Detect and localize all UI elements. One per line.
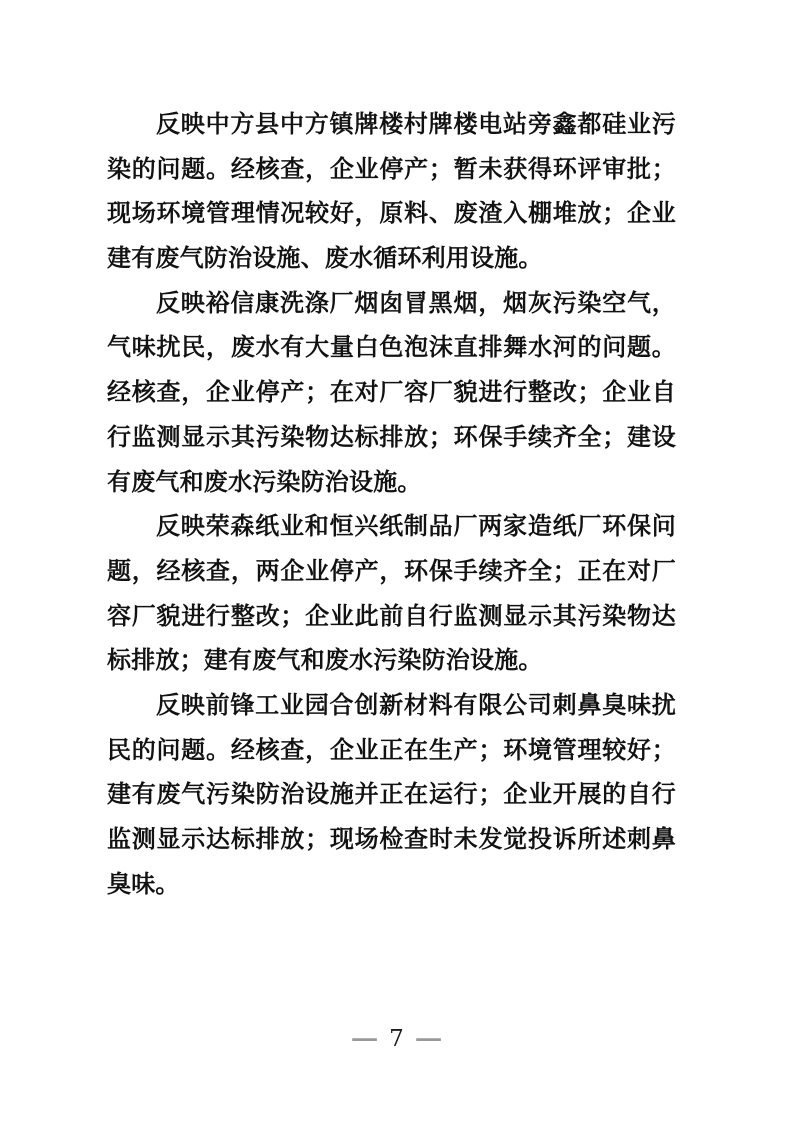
page-number: 7 xyxy=(389,1026,404,1052)
text-line: 现场环境管理情况较好，原料、废渣入棚堆放；企业 xyxy=(107,198,676,228)
text-line: 气味扰民，废水有大量白色泡沫直排舞水河的问题。 xyxy=(107,332,676,362)
text-line: 题，经核查，两企业停产，环保手续齐全；正在对厂 xyxy=(107,555,676,585)
text-line: 行监测显示其污染物达标排放；环保手续齐全；建设 xyxy=(107,421,676,451)
text-line: 反映前锋工业园合创新材料有限公司刺鼻臭味扰 xyxy=(156,689,676,719)
text-line: 反映中方县中方镇牌楼村牌楼电站旁鑫都硅业污 xyxy=(156,109,676,138)
text-line: 容厂貌进行整改；企业此前自行监测显示其污染物达 xyxy=(107,600,676,630)
text-line: 经核查，企业停产；在对厂容厂貌进行整改；企业自 xyxy=(107,377,676,407)
text-line: 民的问题。经核查，企业正在生产；环境管理较好； xyxy=(107,734,676,764)
text-line: 建有废气污染防治设施并正在运行；企业开展的自行 xyxy=(107,779,676,809)
text-line: 监测显示达标排放；现场检查时未发觉投诉所述刺鼻 xyxy=(107,824,676,853)
text-line: 有废气和废水污染防治设施。 xyxy=(107,466,422,496)
text-line: 建有废气防治设施、废水循环利用设施。 xyxy=(107,243,543,273)
footer-dash-right: — xyxy=(414,1025,443,1052)
text-line: 标排放；建有废气和废水污染防治设施。 xyxy=(107,645,543,675)
page-footer xyxy=(0,1024,793,1054)
text-line: 臭味。 xyxy=(107,868,180,898)
footer-dash-left: — xyxy=(350,1025,379,1052)
document-body xyxy=(107,102,676,906)
text-line: 反映裕信康洗涤厂烟囱冒黑烟，烟灰污染空气， xyxy=(156,287,676,317)
text-line: 染的问题。经核查，企业停产；暂未获得环评审批； xyxy=(107,153,676,183)
text-line: 反映荣森纸业和恒兴纸制品厂两家造纸厂环保问 xyxy=(156,511,676,541)
